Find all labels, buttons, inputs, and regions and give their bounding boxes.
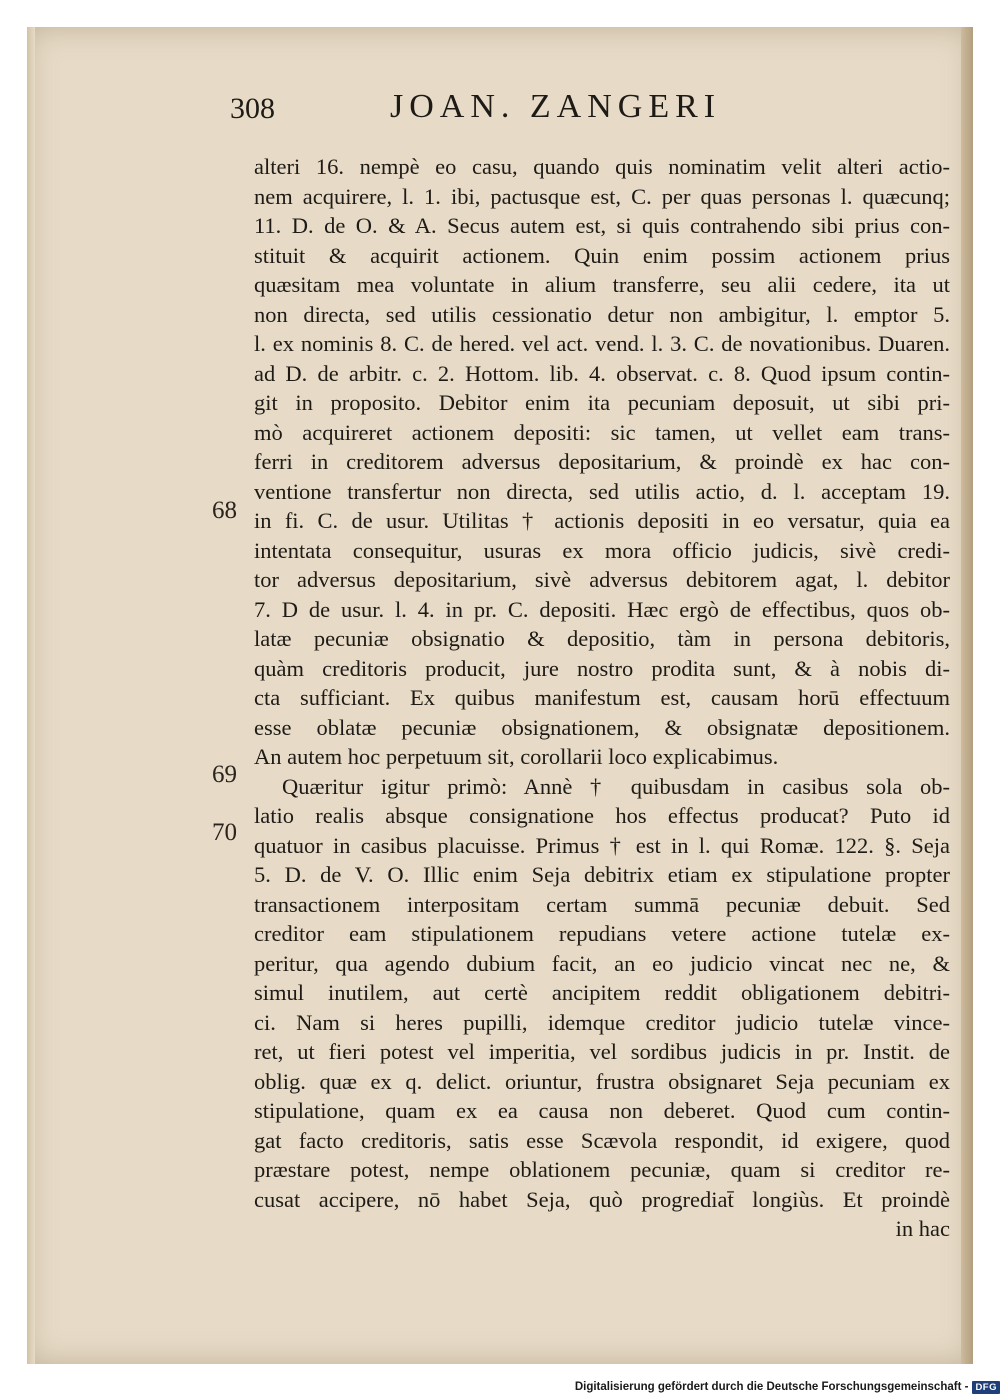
text-line: stituit & acquirit actionem. Quin enim possim actionem prius bbox=[254, 242, 950, 268]
margin-number-70: 70 bbox=[212, 819, 237, 846]
text-line: ad D. de arbitr. c. 2. Hottom. lib. 4. observat. c. 8. Quod ipsum contin- bbox=[254, 360, 950, 386]
text-line: ventione transfertur non directa, sed utilis actio, d. l. acceptam 19. bbox=[254, 478, 950, 504]
text-line: ci. Nam si heres pupilli, idemque creditor judicio tutelæ vince- bbox=[254, 1009, 950, 1035]
text-line: quàm creditoris producit, jure nostro prodita sunt, & à nobis di- bbox=[254, 655, 950, 681]
page-header bbox=[230, 88, 790, 132]
text-line: Quæritur igitur primò: Annè † quibusdam in casibus sola ob- bbox=[282, 773, 950, 799]
text-line: ferri in creditorem adversus depositarium, & proindè ex hac con- bbox=[254, 449, 950, 474]
text-line: An autem hoc perpetuum sit, corollarii loco explicabimus. bbox=[254, 744, 779, 769]
text-line: creditor eam stipulationem repudians vetere actione tutelæ ex- bbox=[254, 921, 950, 946]
text-line: oblig. quæ ex q. delict. oriuntur, frustra obsignaret Seja pecuniam ex bbox=[254, 1068, 950, 1094]
text-line: peritur, qua agendo dubium facit, an eo judicio vincat nec ne, & bbox=[254, 950, 950, 976]
text-line: quæsitam mea voluntate in alium transferre, seu alii cedere, ita ut bbox=[254, 272, 950, 297]
text-line: transactionem interpositam certam summā pecuniæ debuit. Sed bbox=[254, 891, 950, 917]
text-line: quatuor in casibus placuisse. Primus † est in l. qui Romæ. 122. §. Seja bbox=[254, 832, 950, 858]
text-line: latæ pecuniæ obsignatio & depositio, tàm in persona debitoris, bbox=[254, 626, 950, 651]
text-line: esse oblatæ pecuniæ obsignationem, & obsignatæ depositionem. bbox=[254, 714, 950, 740]
text-line: 7. D de usur. l. 4. in pr. C. depositi. Hæc ergò de effectibus, quos ob- bbox=[254, 596, 950, 622]
margin-number-69: 69 bbox=[212, 761, 237, 788]
page-left-edge bbox=[27, 27, 35, 1364]
text-line: tor adversus depositarium, sivè adversus debitorem agat, l. debitor bbox=[254, 567, 950, 592]
text-line: stipulatione, quam ex ea causa non deberet. Quod cum contin- bbox=[254, 1098, 950, 1123]
page-number: 308 bbox=[230, 92, 275, 125]
text-line: cusat accipere, nō habet Seja, quò progrediat̄ longiùs. Et proindè bbox=[254, 1186, 950, 1212]
text-line: in fi. C. de usur. Utilitas † actionis depositi in eo versatur, quia ea bbox=[254, 508, 950, 533]
margin-number-68: 68 bbox=[212, 497, 237, 524]
text-line: nem acquirere, l. 1. ibi, pactusque est, C. per quas personas l. quæcunq; bbox=[254, 183, 950, 209]
page-right-edge bbox=[961, 27, 973, 1364]
digitization-footer bbox=[560, 1378, 1000, 1396]
text-line: git in proposito. Debitor enim ita pecuniam deposuit, ut sibi pri- bbox=[254, 390, 950, 415]
text-line: ret, ut fieri potest vel imperitia, vel sordibus judicis in pr. Instit. de bbox=[254, 1039, 950, 1064]
running-title: JOAN. ZANGERI bbox=[390, 88, 722, 125]
text-line: 5. D. de V. O. Illic enim Seja debitrix etiam ex stipulatione propter bbox=[254, 862, 950, 887]
text-line: latio realis absque consignatione hos effectus producat? Puto id bbox=[254, 803, 950, 828]
text-line: intentata consequitur, usuras ex mora officio judicis, sivè credi- bbox=[254, 537, 950, 563]
text-line: 11. D. de O. & A. Secus autem est, si quis contrahendo sibi prius con- bbox=[254, 213, 950, 238]
text-line: cta sufficiant. Ex quibus manifestum est, causam horū effectuum bbox=[254, 685, 950, 710]
text-line: l. ex nominis 8. C. de hered. vel act. vend. l. 3. C. de novationibus. Duaren. bbox=[254, 331, 950, 356]
dfg-logo: DFG bbox=[972, 1381, 1000, 1394]
footer-credit: Digitalisierung gefördert durch die Deutsche Forschungsgemeinschaft - bbox=[574, 1381, 969, 1393]
text-line: mò acquireret actionem depositi: sic tamen, ut vellet eam trans- bbox=[254, 419, 950, 445]
text-line: præstare potest, nempe oblationem pecuniæ, quam si creditor re- bbox=[254, 1157, 950, 1182]
text-line: simul inutilem, aut certè ancipitem reddit obligationem debitri- bbox=[254, 980, 950, 1005]
text-line: alteri 16. nempè eo casu, quando quis nominatim velit alteri actio- bbox=[254, 154, 950, 179]
text-line: non directa, sed utilis cessionatio detur non ambigitur, l. emptor 5. bbox=[254, 301, 950, 327]
catchword: in hac bbox=[895, 1216, 950, 1241]
text-line: gat facto creditoris, satis esse Scævola respondit, id exigere, quod bbox=[254, 1127, 950, 1153]
